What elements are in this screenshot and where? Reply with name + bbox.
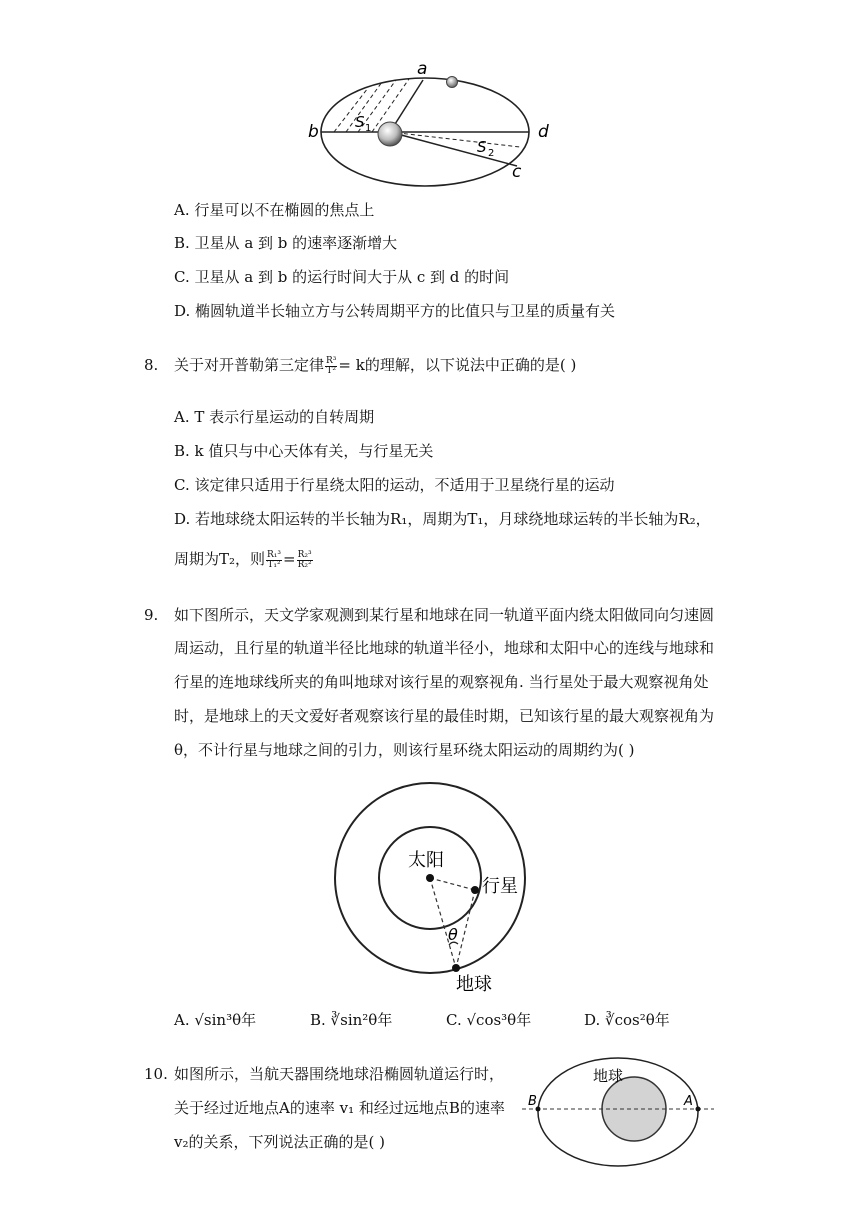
q9-option-b: B. ∛sin²θ年	[310, 1011, 393, 1029]
q8-fraction: $\frac{\text{R³}}{\text{T²}}$	[326, 355, 337, 376]
q7-option-d: D. 椭圆轨道半长轴立方与公转周期平方的比值只与卫星的质量有关	[174, 302, 616, 320]
q10-line-3: v₂的关系，下列说法正确的是( )	[174, 1133, 385, 1151]
q7-option-c: C. 卫星从 a 到 b 的运行时间大于从 c 到 d 的时间	[174, 268, 510, 286]
q8-option-a: A. T 表示行星运动的自转周期	[174, 408, 375, 426]
q9-option-d: D. ∛cos²θ年	[584, 1011, 670, 1029]
q9-option-c: C. √cos³θ年	[446, 1011, 532, 1029]
sun-label: 太阳	[408, 850, 444, 871]
earth-label: 地球	[456, 974, 492, 995]
q10-line-2: 关于经过近地点A的速率 v₁ 和经过远地点B的速率	[174, 1099, 505, 1117]
q9-line-3: 行星的连地球线所夹的角叫地球对该行星的观察视角. 当行星处于最大观察视角处	[174, 673, 709, 691]
q8-stem-before: 关于对开普勒第三定律	[174, 356, 325, 374]
label-b: b	[308, 122, 319, 142]
label-s1-sub: 1	[365, 123, 372, 134]
label-c: c	[512, 162, 522, 182]
label-d: d	[538, 122, 549, 142]
q9-line-5: θ，不计行星与地球之间的引力，则该行星环绕太阳运动的周期约为( )	[174, 741, 635, 759]
q9-option-a: A. √sin³θ年	[174, 1011, 257, 1029]
viewing-angle-figure	[320, 780, 545, 1000]
q9-number: 9.	[144, 606, 159, 624]
q10-line-1: 如图所示，当航天器围绕地球沿椭圆轨道运行时，	[174, 1065, 505, 1083]
orbit-areas-figure	[300, 55, 560, 190]
q9-line-2: 周运动，且行星的轨道半径比地球的轨道半径小，地球和太阳中心的连线与地球和	[174, 639, 715, 657]
q10-number: 10.	[144, 1065, 168, 1083]
satellite-sphere	[447, 77, 458, 88]
q8-option-d: D. 若地球绕太阳运转的半长轴为R₁，周期为T₁，月球绕地球运转的半长轴为R₂，	[174, 510, 711, 528]
q8-option-c: C. 该定律只适用于行星绕太阳的运动，不适用于卫星绕行星的运动	[174, 476, 615, 494]
earth-ellipse-figure	[518, 1056, 718, 1172]
planet-sphere	[378, 122, 402, 146]
label-a: a	[417, 59, 428, 79]
q8-stem-after: = k的理解，以下说法中正确的是( )	[338, 356, 577, 374]
label-s2: S	[477, 138, 487, 156]
planet-dot	[471, 886, 479, 894]
q7-option-b: B. 卫星从 a 到 b 的速率逐渐增大	[174, 234, 398, 252]
earth-label-2: 地球	[593, 1067, 624, 1085]
q7-option-a: A. 行星可以不在椭圆的焦点上	[174, 201, 375, 219]
label-s2-sub: 2	[488, 148, 495, 159]
point-b-label: B	[528, 1094, 537, 1109]
q9-line-1: 如下图所示，天文学家观测到某行星和地球在同一轨道平面内绕太阳做同向匀速圆	[174, 606, 715, 624]
sun-dot	[426, 874, 434, 882]
q8-option-d-line2: 周期为T₂，则 $\frac{\text{R₁³}}{\text{T₁²}}$ = $\frac{\text{R₂³}}{\text{R₂²}}$	[174, 549, 312, 570]
earth-dot	[452, 964, 460, 972]
label-s1: S	[355, 113, 365, 131]
planet-label: 行星	[482, 876, 518, 897]
q8-option-b: B. k 值只与中心天体有关，与行星无关	[174, 442, 434, 460]
q8-number: 8.	[144, 356, 159, 374]
theta-label: θ	[448, 925, 458, 944]
q8-stem	[174, 355, 576, 376]
point-a-label: A	[684, 1094, 693, 1109]
q9-line-4: 时，是地球上的天文爱好者观察该行星的最佳时期，已知该行星的最大观察视角为	[174, 707, 715, 725]
